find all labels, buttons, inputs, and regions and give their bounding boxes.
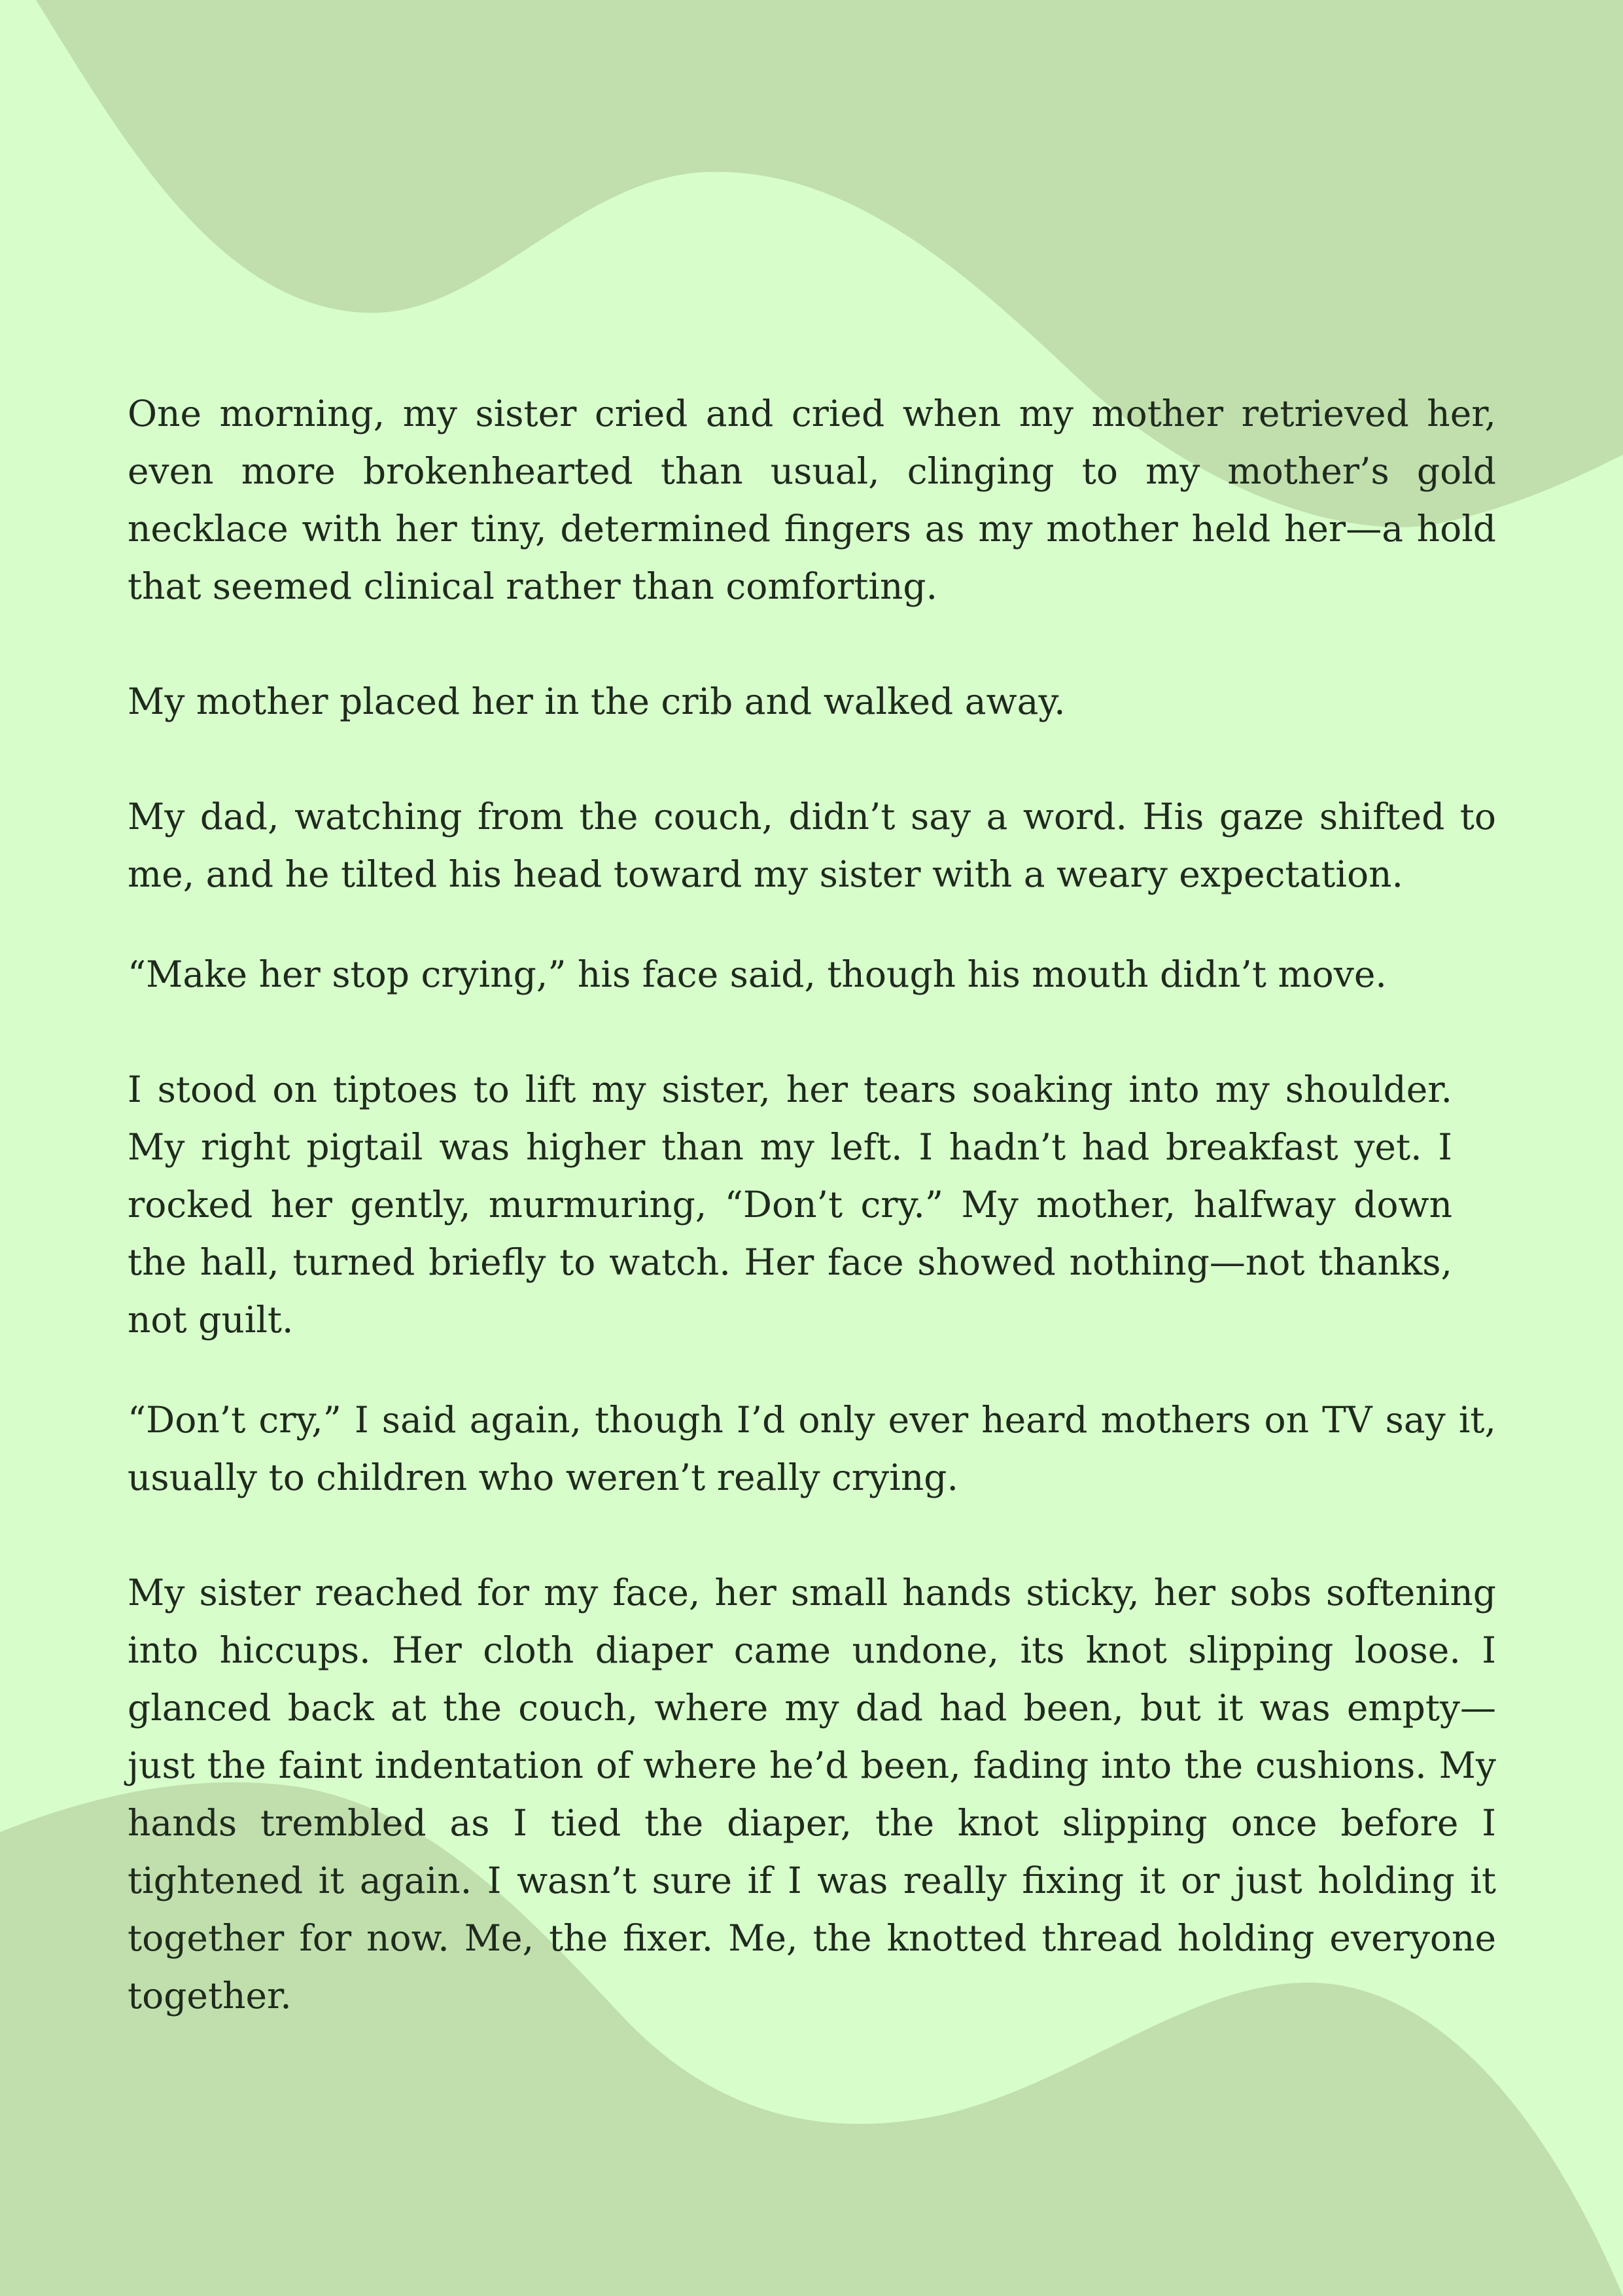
paragraph-7: My sister reached for my face, her small hands sticky, her sobs softening into hiccups. Her cloth diaper came undone, its knot slipping loose. I glanced back at the couch, where my dad had been, but it was empty—just the faint indentation of where he’d been, fading into the cushions. My hands trembled as I tied the diaper, the knot slipping once before I tightened it again. I wasn’t sure if I was really fixing it or just holding it together for now. Me, the fixer. Me, the knotted thread holding everyone together. [128, 1572, 1496, 2017]
paragraph-6: “Don’t cry,” I said again, though I’d only ever heard mothers on TV say it, usually to children who weren’t really crying. [128, 1399, 1496, 1498]
story-text [128, 385, 1496, 2024]
paragraph-1: One morning, my sister cried and cried when my mother retrieved her, even more brokenhearted than usual, clinging to my mother’s gold necklace with her tiny, determined fingers as my mother held her—a hold that seemed clinical rather than comforting. [128, 393, 1496, 607]
paragraph-3: My dad, watching from the couch, didn’t say a word. His gaze shifted to me, and he tilted his head toward my sister with a weary expectation. [128, 796, 1496, 895]
paragraph-5: I stood on tiptoes to lift my sister, her tears soaking into my shoulder. My right pigtail was higher than my left. I hadn’t had breakfast yet. I rocked her gently, murmuring, “Don’t cry.” My mother, halfway down the hall, turned briefly to watch. Her face showed nothing—not thanks, not guilt. [128, 1069, 1452, 1341]
paragraph-4: “Make her stop crying,” his face said, though his mouth didn’t move. [128, 953, 1387, 995]
paragraph-2: My mother placed her in the crib and walked away. [128, 680, 1066, 722]
